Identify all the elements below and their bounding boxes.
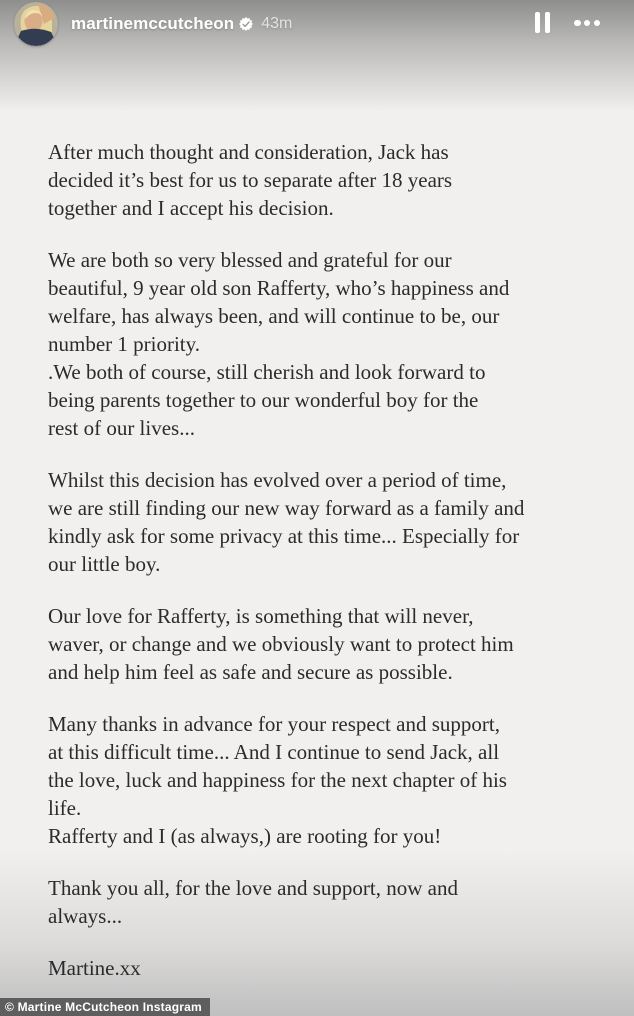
ellipsis-dot bbox=[574, 20, 581, 27]
story-paragraph bbox=[48, 602, 614, 686]
story-line: .We both of course, still cherish and look forward to bbox=[48, 360, 486, 384]
story-line: Thank you all, for the love and support, now and bbox=[48, 876, 458, 900]
story-line: waver, or change and we obviously want to protect him bbox=[48, 632, 514, 656]
ellipsis-icon[interactable] bbox=[574, 19, 600, 27]
verified-badge-icon bbox=[239, 17, 253, 31]
story-header bbox=[0, 0, 634, 48]
story-paragraph bbox=[48, 466, 614, 578]
avatar-image bbox=[14, 2, 58, 46]
story-paragraph bbox=[48, 710, 614, 850]
story-line: After much thought and consideration, Jack has bbox=[48, 140, 449, 164]
story-line: and help him feel as safe and secure as possible. bbox=[48, 660, 453, 684]
story-line: we are still finding our new way forward as a family and bbox=[48, 496, 525, 520]
credit-bar bbox=[0, 998, 210, 1016]
pause-bar bbox=[545, 12, 550, 33]
username[interactable]: martinemccutcheon bbox=[71, 14, 235, 33]
story-paragraph bbox=[48, 874, 614, 930]
story-line: Martine.xx bbox=[48, 956, 141, 980]
avatar[interactable] bbox=[14, 2, 58, 46]
pause-bar bbox=[535, 12, 540, 33]
credit-text: © Martine McCutcheon Instagram bbox=[5, 1000, 202, 1014]
ellipsis-dot bbox=[584, 20, 591, 27]
story-line: always... bbox=[48, 904, 123, 928]
story-line: at this difficult time... And I continue to send Jack, all bbox=[48, 740, 500, 764]
story-line: together and I accept his decision. bbox=[48, 196, 334, 220]
story-line: Whilst this decision has evolved over a period of time, bbox=[48, 468, 507, 492]
story-line: the love, luck and happiness for the next chapter of his bbox=[48, 768, 507, 792]
story-line: beautiful, 9 year old son Rafferty, who’s happiness and bbox=[48, 276, 510, 300]
story-paragraph bbox=[48, 954, 614, 982]
story-line: Our love for Rafferty, is something that will never, bbox=[48, 604, 474, 628]
story-line: Many thanks in advance for your respect and support, bbox=[48, 712, 500, 736]
story-line: being parents together to our wonderful boy for the bbox=[48, 388, 479, 412]
story-line: welfare, has always been, and will continue to be, our bbox=[48, 304, 500, 328]
story-line: kindly ask for some privacy at this time... Especially for bbox=[48, 524, 520, 548]
story-line: our little boy. bbox=[48, 552, 161, 576]
story-line: life. bbox=[48, 796, 82, 820]
pause-icon[interactable] bbox=[535, 12, 550, 33]
story-text bbox=[48, 138, 614, 1006]
story-line: number 1 priority. bbox=[48, 332, 201, 356]
story-timestamp: 43m bbox=[261, 15, 293, 32]
story-paragraph bbox=[48, 138, 614, 222]
story-line: decided it’s best for us to separate after 18 years bbox=[48, 168, 453, 192]
story-line: We are both so very blessed and grateful for our bbox=[48, 248, 452, 272]
ellipsis-dot bbox=[594, 20, 601, 27]
story-paragraph bbox=[48, 246, 614, 442]
story-line: Rafferty and I (as always,) are rooting for you! bbox=[48, 824, 442, 848]
story-line: rest of our lives... bbox=[48, 416, 195, 440]
